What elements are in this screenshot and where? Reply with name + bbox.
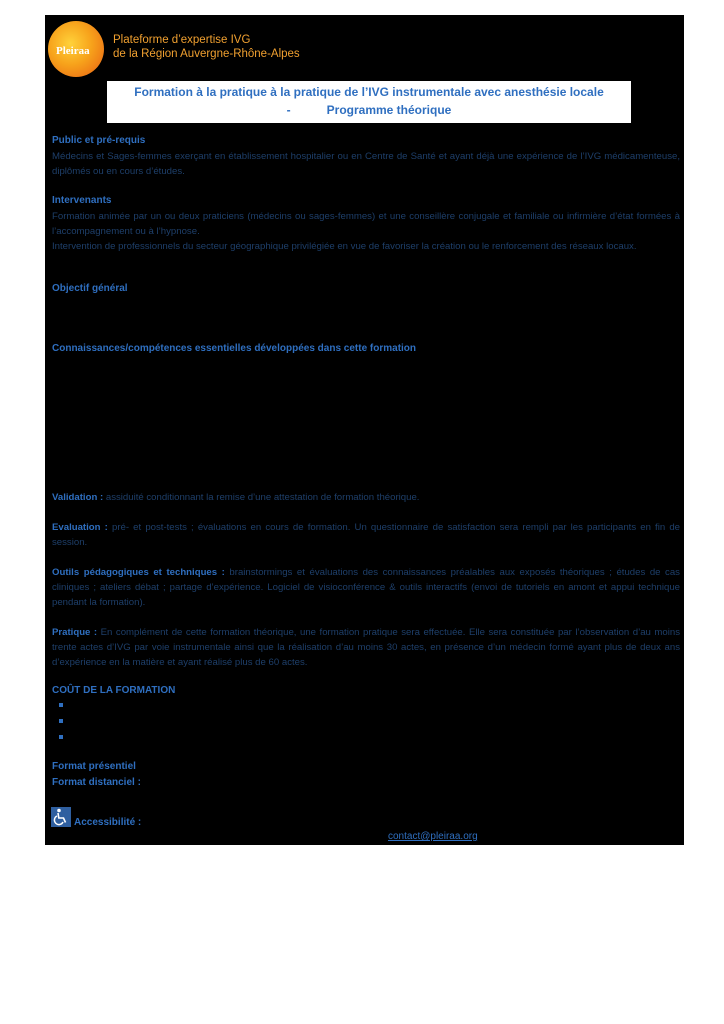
cout-bullet-1 [59,703,63,707]
public-heading: Public et pré-requis [52,135,146,146]
cout-heading: COÛT DE LA FORMATION [52,685,176,696]
competences-heading: Connaissances/compétences essentielles développées dans cette formation [52,343,417,354]
wheelchair-icon [51,807,71,827]
title-line-2 [107,101,631,119]
contact-email-link[interactable]: contact@pleiraa.org [388,831,478,842]
title-subtitle: Programme théorique [326,103,452,117]
document-page [45,15,684,845]
pleiraa-logo [48,21,104,77]
validation-paragraph [52,490,680,505]
accessibility-label: Accessibilité : [74,817,142,828]
intervenants-text-2: Intervention de professionnels du secteur géographique privilégiée en vue de favoriser la création ou le renforcement des réseaux locaux. [52,241,637,252]
pratique-text: En complément de cette formation théorique, une formation pratique sera effectuée. Elle sera constituée par l’observation d’au moins trente actes d’IVG par voie instrumentale ainsi que la réalisation d’au moins 30 actes, en présence d’un médecin formé ayant plus de deux ans d’expérience en la matière et ayant réalisé plus de 60 actes. [52,627,681,668]
logo-text: Pleiraa [56,45,90,57]
evaluation-paragraph [52,520,680,550]
cout-bullet-2 [59,719,63,723]
document-title [107,81,631,123]
format-presentiel: Format présentiel [52,761,136,772]
intervenants-heading: Intervenants [52,195,112,206]
outils-label: Outils pédagogiques et techniques : [52,567,225,578]
intervenants-text-1: Formation animée par un ou deux praticiens (médecins ou sages-femmes) et une conseillère conjugale et familiale ou infirmière d’état formées à l’accompagnement ou à l’hypnose. [52,211,680,237]
outils-paragraph [52,565,680,610]
validation-text: assiduité conditionnant la remise d’une attestation de formation théorique. [103,492,420,503]
org-line-2: de la Région Auvergne-Rhône-Alpes [113,48,300,60]
title-dash: - [286,103,291,117]
pratique-paragraph [52,625,680,670]
validation-label: Validation : [52,492,104,503]
objectif-heading: Objectif général [52,283,128,294]
format-distanciel: Format distanciel : [52,777,141,788]
organization-name [113,33,300,61]
cout-bullet-3 [59,735,63,739]
title-line-1: Formation à la pratique à la pratique de l’IVG instrumentale avec anesthésie locale [134,85,604,99]
evaluation-label: Evaluation : [52,522,108,533]
evaluation-text: pré- et post-tests ; évaluations en cours de formation. Un questionnaire de satisfaction sera rempli par les participants en fin de session. [52,522,680,548]
org-line-1: Plateforme d’expertise IVG [113,34,251,46]
outils-text: brainstormings et évaluations des connaissances préalables aux exposés théoriques ; études de cas cliniques ; ateliers débat ; partage d’expérience. Logiciel de visioconférence & outils interactifs (envoi de tutoriels en amont et appui technique pendant la formation). [52,567,680,608]
pratique-label: Pratique : [52,627,98,638]
public-text: Médecins et Sages-femmes exerçant en établissement hospitalier ou en Centre de Santé et ayant déjà une expérience de l’IVG médicamenteuse, diplômés ou en cours d’études. [52,151,680,177]
